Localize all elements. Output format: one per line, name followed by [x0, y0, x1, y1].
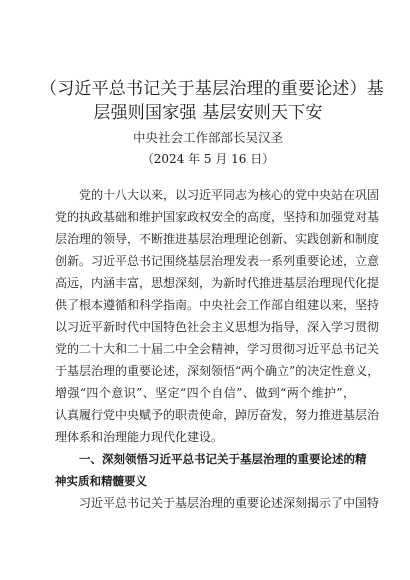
document-title-line-1: （习近平总书记关于基层治理的重要论述）基 [40, 79, 384, 99]
paragraph-1-line: 以习近平新时代中国特色社会主义思想为指导，深入学习贯彻 [55, 320, 380, 334]
paragraph-1-line: 党的二十大和二十届二中全会精神，学习贯彻习近平总书记关 [55, 342, 380, 356]
section-heading-line-2: 神实质和精髓要义 [55, 474, 147, 488]
section-heading-line-1: 一、深刻领悟习近平总书记关于基层治理的重要论述的精 [79, 452, 367, 466]
document-title-line-2: 层强则国家强 基层安则天下安 [93, 103, 323, 123]
document-author: 中央社会工作部部长吴汉圣 [132, 130, 283, 145]
paragraph-1-line: 层治理的领导，不断推进基层治理理论创新、实践创新和制度 [55, 232, 380, 246]
paragraph-1-line: 创新。习近平总书记围绕基层治理发表一系列重要论述，立意 [55, 254, 380, 268]
document-date: （2024 年 5 月 16 日） [141, 152, 275, 166]
paragraph-1-line: 供了根本遵循和科学指南。中央社会工作部自组建以来，坚持 [55, 298, 380, 312]
paragraph-1-line: 于基层治理的重要论述，深刻领悟“两个确立”的决定性意义， [55, 364, 380, 378]
paragraph-2-line: 习近平总书记关于基层治理的重要论述深刻揭示了中国特 [79, 496, 380, 510]
paragraph-1-line: 党的执政基础和维护国家政权安全的高度，坚持和加强党对基 [55, 210, 380, 224]
paragraph-1-line: 理体系和治理能力现代化建设。 [55, 430, 224, 444]
paragraph-1-line: 党的十八大以来，以习近平同志为核心的党中央站在巩固 [79, 188, 380, 202]
paragraph-1-line: 认真履行党中央赋予的职责使命，踔厉奋发，努力推进基层治 [55, 408, 380, 422]
paragraph-1-line: 增强“四个意识”、坚定“四个自信”、做到“两个维护”， [55, 386, 355, 400]
document-body [55, 184, 380, 514]
paragraph-1-line: 高远，内涵丰富，思想深刻，为新时代推进基层治理现代化提 [55, 276, 380, 290]
